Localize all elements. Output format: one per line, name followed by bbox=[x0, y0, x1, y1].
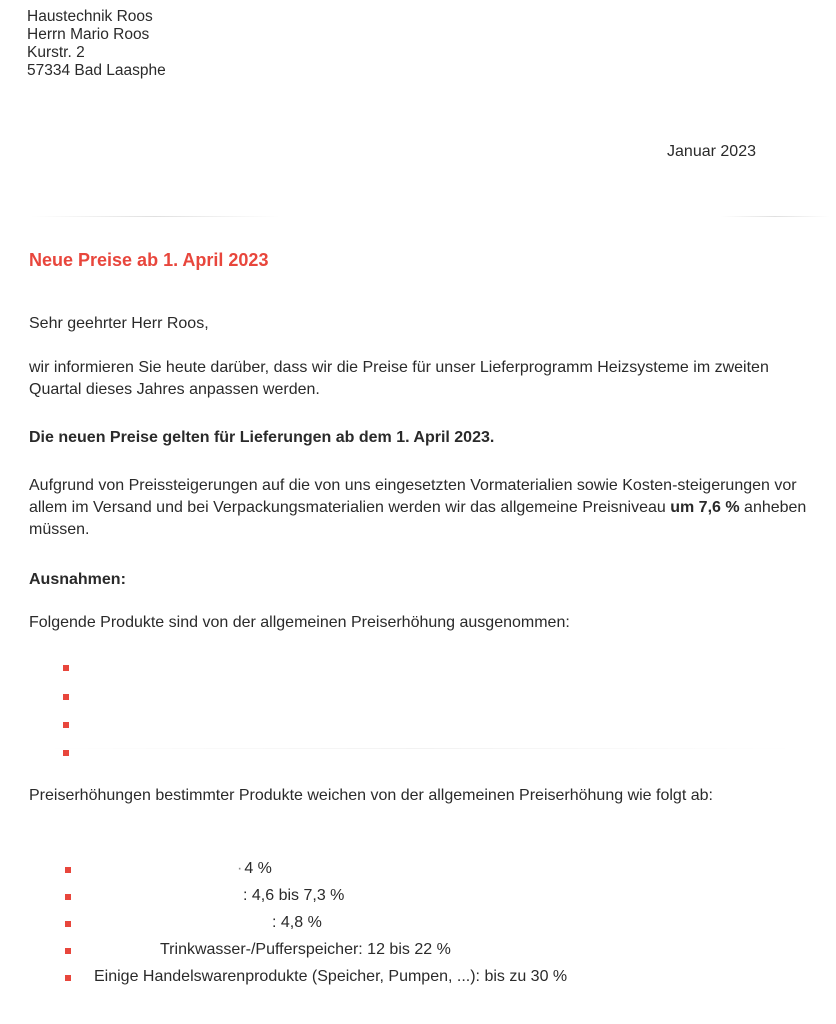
deviations-intro: Preiserhöhungen bestimmter Produkte weichen von der allgemeinen Preiserhöhung wie folgt ab: bbox=[29, 787, 713, 804]
fold-mark-left bbox=[30, 216, 280, 217]
validity-statement: Die neuen Preise gelten für Lieferungen ab dem 1. April 2023. bbox=[29, 429, 495, 446]
deviation-bullet bbox=[65, 867, 71, 873]
deviation-item bbox=[237, 860, 272, 878]
exception-bullet bbox=[63, 665, 69, 671]
ink-tick-mark: · bbox=[237, 860, 243, 877]
fold-mark-middle bbox=[40, 748, 800, 749]
deviation-bullet bbox=[65, 894, 71, 900]
deviation-item: Trinkwasser-/Pufferspeicher: 12 bis 22 % bbox=[160, 941, 451, 958]
deviation-bullet bbox=[65, 921, 71, 927]
reason-paragraph bbox=[29, 475, 819, 541]
reason-text-after: anheben müssen. bbox=[29, 499, 807, 538]
fold-mark-right bbox=[720, 216, 830, 217]
deviation-bullet bbox=[65, 948, 71, 954]
letter-date: Januar 2023 bbox=[667, 143, 756, 160]
reason-text-before: Aufgrund von Preissteigerungen auf die von uns eingesetzten Vormaterialien sowie Kosten-steigerungen vor allem im Versand und bei Verpackungsmaterialien werden wir das allgemeine Preisniveau bbox=[29, 477, 797, 516]
salutation: Sehr geehrter Herr Roos, bbox=[29, 315, 209, 332]
exceptions-title: Ausnahmen: bbox=[29, 571, 126, 588]
recipient-address bbox=[27, 8, 166, 80]
exceptions-intro: Folgende Produkte sind von der allgemeinen Preiserhöhung ausgenommen: bbox=[29, 614, 570, 631]
letter-headline: Neue Preise ab 1. April 2023 bbox=[29, 250, 269, 270]
reason-highlight: um 7,6 % bbox=[670, 499, 740, 516]
deviation-item: : 4,6 bis 7,3 % bbox=[243, 887, 345, 904]
exception-bullet bbox=[63, 694, 69, 700]
recipient-city: 57334 Bad Laasphe bbox=[27, 62, 166, 79]
exception-bullet bbox=[63, 750, 69, 756]
deviation-item-text: 4 % bbox=[244, 860, 272, 877]
deviation-item: : 4,8 % bbox=[272, 914, 322, 931]
recipient-street: Kurstr. 2 bbox=[27, 44, 85, 61]
intro-paragraph: wir informieren Sie heute darüber, dass wir die Preise für unser Lieferprogramm Heizsysteme im zweiten Quartal dieses Jahres anpassen werden. bbox=[29, 359, 769, 398]
recipient-company: Haustechnik Roos bbox=[27, 8, 153, 25]
deviation-item: Einige Handelswarenprodukte (Speicher, Pumpen, ...): bis zu 30 % bbox=[94, 968, 568, 985]
deviation-bullet bbox=[65, 975, 71, 981]
recipient-name: Herrn Mario Roos bbox=[27, 26, 150, 43]
exception-bullet bbox=[63, 722, 69, 728]
